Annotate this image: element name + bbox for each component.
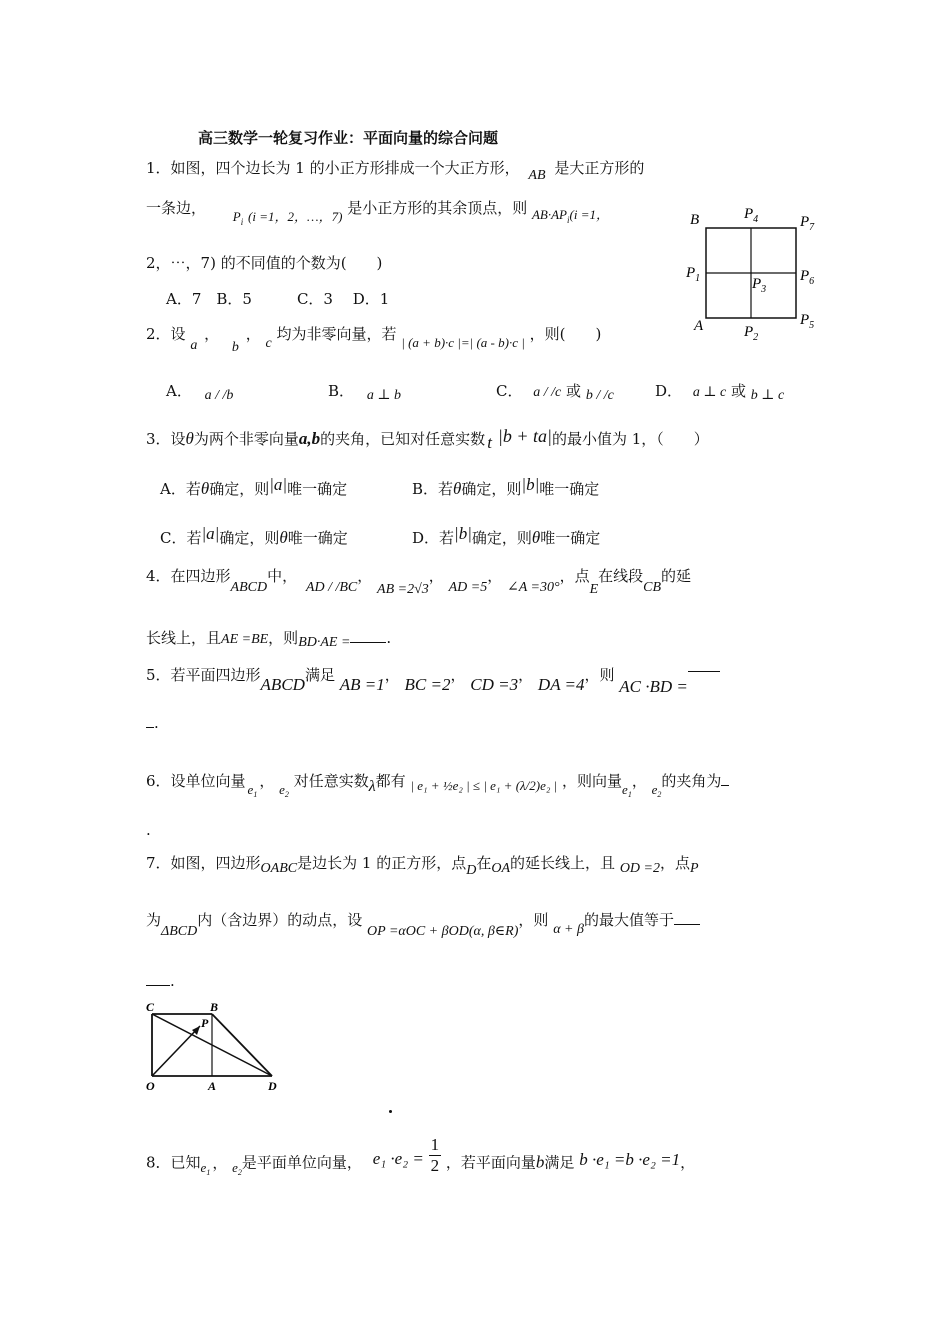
q7-d: D: [466, 863, 477, 878]
q7-line1: [146, 853, 699, 878]
label-P5: $P_5$: [800, 312, 815, 331]
q1-text: 1．如图，四个边长为 1 的小正方形排成一个大正方形，: [146, 159, 520, 177]
q7-text: 内（含边界）的动点，设: [197, 911, 363, 929]
q1-p: P: [232, 209, 241, 224]
label-P2: $P_2$: [744, 324, 759, 343]
q1-range2: (i =1，: [569, 207, 609, 222]
q3-text: 3．设: [146, 430, 186, 448]
q7-answer-blank[interactable]: [674, 909, 700, 925]
q2-a: a: [190, 338, 198, 353]
q5-line1: 5．若平面四边形ABCD满足 AB =1， BC =2， CD =3， DA =4，则 AC ·BD =: [146, 664, 720, 685]
q3-text: 确定，则: [471, 529, 532, 547]
q8-b: b: [535, 1152, 545, 1172]
q2-b: b: [231, 340, 239, 355]
q6-line2: .: [146, 821, 151, 839]
q6-sub: 2: [284, 790, 289, 799]
q2-option-d: [655, 381, 784, 403]
q6-inequality: | e₁ + ½e₂ | ≤ | e₁ + (λ/2)e₂ |: [410, 778, 558, 793]
q7-text: 7．如图，四边形: [146, 854, 261, 872]
page-title: 高三数学一轮复习作业：平面向量的综合问题: [198, 129, 499, 147]
q2-option-label: A．: [166, 382, 192, 400]
q4-line2: [146, 627, 391, 650]
q1-sub: i: [240, 217, 244, 227]
q1-text: 一条边，: [146, 199, 207, 217]
q3-option-c: [160, 524, 348, 548]
q6-e2: e: [279, 782, 285, 797]
q4-line1: 4．在四边形ABCD中， AD / /BC， AB =2√3， AD =5， ∠A =30°，点E在线段CB的延: [146, 567, 692, 597]
q4-text: 中，: [267, 567, 298, 585]
q4-text: .: [386, 629, 392, 647]
q4-cb: CB: [643, 580, 662, 595]
q3-text: 确定，则: [209, 480, 270, 498]
q3-text: 唯一确定: [287, 480, 348, 498]
q6-text: 的夹角为: [661, 772, 722, 790]
label-D: D: [268, 1079, 277, 1093]
q6-sub: 2: [657, 790, 662, 799]
q4-answer-blank[interactable]: [350, 627, 386, 643]
q1-ab: AB: [528, 168, 546, 183]
q7-text: ，则: [518, 911, 549, 929]
q3-theta: θ: [453, 479, 462, 498]
q1-sub: i: [567, 215, 570, 225]
q4-text: 长线上，且: [146, 629, 222, 647]
q3-t: t: [487, 433, 492, 452]
q2-option-label: C．: [496, 382, 523, 400]
q3-theta: θ: [200, 479, 210, 498]
q3-text: 唯一确定: [287, 529, 348, 547]
q8-sub: 2: [237, 1167, 242, 1177]
q6-lambda: λ: [368, 778, 376, 795]
q8-e1: e: [200, 1159, 207, 1175]
q7-text: 是边长为 1 的正方形，点: [297, 854, 467, 872]
q7-od: OD =2: [619, 861, 660, 876]
q6-sub: 1: [253, 790, 258, 799]
q7-text: .: [170, 972, 175, 990]
label-B: B: [210, 1000, 219, 1014]
label-P1: $P_1$: [686, 265, 701, 284]
q8-e2: e: [232, 1159, 238, 1175]
q8-text: 满足: [544, 1153, 575, 1172]
q7-op: OP =αOC + βOD(α, β∈R): [367, 924, 519, 939]
q3-abs-a: |a|: [201, 524, 220, 543]
q3-theta: θ: [279, 528, 288, 547]
vector-OP: [152, 1026, 200, 1076]
q6-sub: 1: [627, 790, 632, 799]
q2-option-expr: a ⊥ b: [366, 388, 401, 403]
q3-abs-b: |b|: [521, 475, 540, 494]
q2-condition: | (a + b)·c |=| (a - b)·c |: [401, 335, 525, 350]
q7-text: 的延长线上，且: [510, 854, 616, 872]
q1-figure: [684, 200, 824, 350]
q3-ab: a,b: [298, 429, 321, 448]
q8-text: 是平面单位向量，: [241, 1153, 362, 1172]
q3-text: A．若: [160, 480, 201, 498]
q7-line2: [146, 909, 700, 939]
q2-option-expr: a ⊥ c: [692, 385, 727, 400]
q3-theta: θ: [531, 528, 541, 547]
q3-text: 确定，则: [461, 480, 522, 498]
q6-text: 6．设单位向量: [146, 772, 246, 790]
q2-option-a: [166, 381, 233, 403]
q6-text: 都有: [375, 772, 406, 790]
q1-text: 是小正方形的其余顶点，则: [347, 199, 528, 217]
q1-text: 是大正方形的: [554, 159, 645, 177]
q7-alpha-beta: α + β: [553, 922, 584, 937]
q5-expr: AC ·BD =: [619, 677, 688, 696]
q8-text: ，: [680, 1153, 696, 1172]
q1-range: (i =1，2，…，7): [248, 209, 343, 224]
q4-ae: AE =BE: [221, 632, 269, 647]
q2-text: 均为非零向量，若: [276, 325, 397, 343]
q5-answer-blank[interactable]: [688, 656, 720, 672]
q2-option-expr: a / /c: [533, 385, 562, 400]
label-B: B: [690, 212, 700, 228]
q7-text: 的最大值等于: [583, 911, 674, 929]
q8-numerator: 1: [430, 1135, 440, 1154]
q3-text: B．若: [412, 480, 454, 498]
q6-text: 对任意实数: [293, 772, 369, 790]
q7-triangle: ΔBCD: [161, 924, 198, 939]
q7-p: P: [690, 861, 699, 876]
q8-denominator: 2: [430, 1156, 440, 1175]
q5-cond: CD =3: [470, 675, 519, 694]
q2-option-expr: b / /c: [585, 388, 614, 403]
q8-dot-product: e₁ ·e₂ =: [372, 1148, 424, 1168]
q2-or: 或: [730, 382, 746, 400]
q5-abcd: ABCD: [260, 675, 305, 694]
q2-c: c: [265, 336, 272, 351]
q6-text: ，则向量: [562, 772, 623, 790]
q6-e1: e: [622, 782, 628, 797]
q8-fraction: [429, 1135, 442, 1176]
q4-cond: AD =5: [448, 580, 488, 595]
q4-text: ，点: [559, 567, 590, 585]
label-P7: $P_7$: [800, 214, 815, 233]
label-A: A: [208, 1079, 217, 1093]
q7-oabc: OABC: [260, 861, 298, 876]
q3-option-a: [160, 475, 348, 499]
q4-abcd: ABCD: [230, 580, 268, 595]
q7-oa: OA: [491, 861, 511, 876]
q6-line1: 6．设单位向量 $e_1$， $e_2$ 对任意实数λ都有 | e₁ + ½e₂ | ≤ | e₁ + (λ/2)e₂ | ，则向量$e_1$， $e_2$的夹角为: [146, 770, 729, 794]
q5-line2: [146, 712, 159, 733]
q3-theta: θ: [185, 429, 194, 448]
q8-condition: b ·e₁ =b ·e₂ =1: [579, 1149, 681, 1169]
q4-cond: AB =2√3: [377, 582, 429, 597]
q5-text: .: [154, 714, 159, 732]
q3-abs-a: |a|: [269, 475, 288, 494]
q5-answer-blank-cont[interactable]: [146, 712, 154, 728]
q2-option-b: [328, 381, 401, 403]
q1-expr: AB·AP: [531, 207, 567, 222]
q3-text: 的夹角，已知对任意实数: [320, 430, 486, 448]
q3-option-b: [412, 475, 600, 499]
q3-text: 确定，则: [219, 529, 280, 547]
label-P3: $P_3$: [752, 276, 767, 295]
q5-cond: BC =2: [404, 675, 451, 694]
q5-cond: DA =4: [537, 675, 585, 694]
q3-text: C．若: [160, 529, 202, 547]
label-A: A: [694, 318, 704, 334]
q5-text: 满足: [304, 666, 335, 684]
q8-sub: 1: [206, 1167, 211, 1177]
q2-text: ，则( ): [529, 325, 602, 343]
q4-e: E: [589, 582, 599, 597]
dot-mark: [389, 1110, 392, 1113]
q7-text: 在: [476, 854, 492, 872]
q5-cond: AB =1: [339, 675, 385, 694]
q8-text: 8．已知: [146, 1153, 201, 1172]
q5-text: ，则: [584, 666, 615, 684]
q2-stem: 2．设 a ， b ， c 均为非零向量，若 | (a + b)·c |=| (a - b)·c | ，则( ): [146, 325, 602, 355]
q7-line3: [146, 970, 175, 991]
segment-BD: [212, 1014, 272, 1076]
q3-text: D．若: [412, 529, 455, 547]
q6-e1: e: [247, 782, 254, 797]
q6-e2: e: [651, 782, 658, 797]
q1-options: A．7 B．5 C．3 D．1: [166, 290, 390, 308]
q4-text: 在线段: [598, 567, 644, 585]
q4-text: ，则: [268, 629, 299, 647]
q7-figure: [140, 998, 290, 1093]
q4-text: 的延: [661, 567, 692, 585]
label-O: O: [146, 1079, 155, 1093]
q4-text: 4．在四边形: [146, 567, 231, 585]
q2-option-expr: a / /b: [204, 388, 234, 403]
q4-cond: ∠A =30°: [506, 580, 560, 595]
q7-text: 为: [146, 911, 162, 929]
q2-or: 或: [566, 382, 582, 400]
q5-text: 5．若平面四边形: [146, 666, 261, 684]
q3-expr: |b + ta|: [497, 426, 552, 446]
q1-line3: 2，⋯，7) 的不同值的个数为( ): [146, 254, 383, 272]
q3-text: 的最小值为 1，（ ）: [551, 430, 709, 448]
label-P: P: [201, 1016, 209, 1030]
q3-text: 唯一确定: [540, 529, 601, 547]
q4-expr: BD·AE =: [298, 635, 351, 650]
q2-option-expr: b ⊥ c: [750, 388, 785, 403]
q1-line1: [146, 158, 645, 183]
q3-stem: [146, 426, 709, 452]
q8-line1: 8．已知$e_1$， $e_2$是平面单位向量， e₁ ·e₂ = $\frac{1}{2}$ ，若平面向量b满足 b ·e₁ =b ·e₂ =1，: [146, 1135, 696, 1177]
q4-cond: AD / /BC: [305, 580, 358, 595]
q2-option-label: B．: [328, 382, 355, 400]
q2-option-c: [496, 381, 614, 403]
q3-text: 为两个非零向量: [193, 430, 299, 448]
q2-text: 2．设: [146, 325, 186, 343]
q7-text: ，点: [659, 854, 690, 872]
label-P4: $P_4$: [744, 206, 759, 225]
q3-text: 唯一确定: [539, 480, 600, 498]
q1-line2: [146, 198, 609, 227]
label-P6: $P_6$: [800, 268, 815, 287]
q3-abs-b: |b|: [454, 524, 472, 543]
q6-answer-blank[interactable]: [721, 770, 729, 786]
q7-answer-blank-cont[interactable]: [146, 970, 170, 986]
q3-option-d: [412, 524, 601, 548]
label-C: C: [146, 1000, 155, 1014]
q8-text: ，若平面向量: [445, 1153, 536, 1172]
q2-option-label: D．: [655, 382, 683, 400]
